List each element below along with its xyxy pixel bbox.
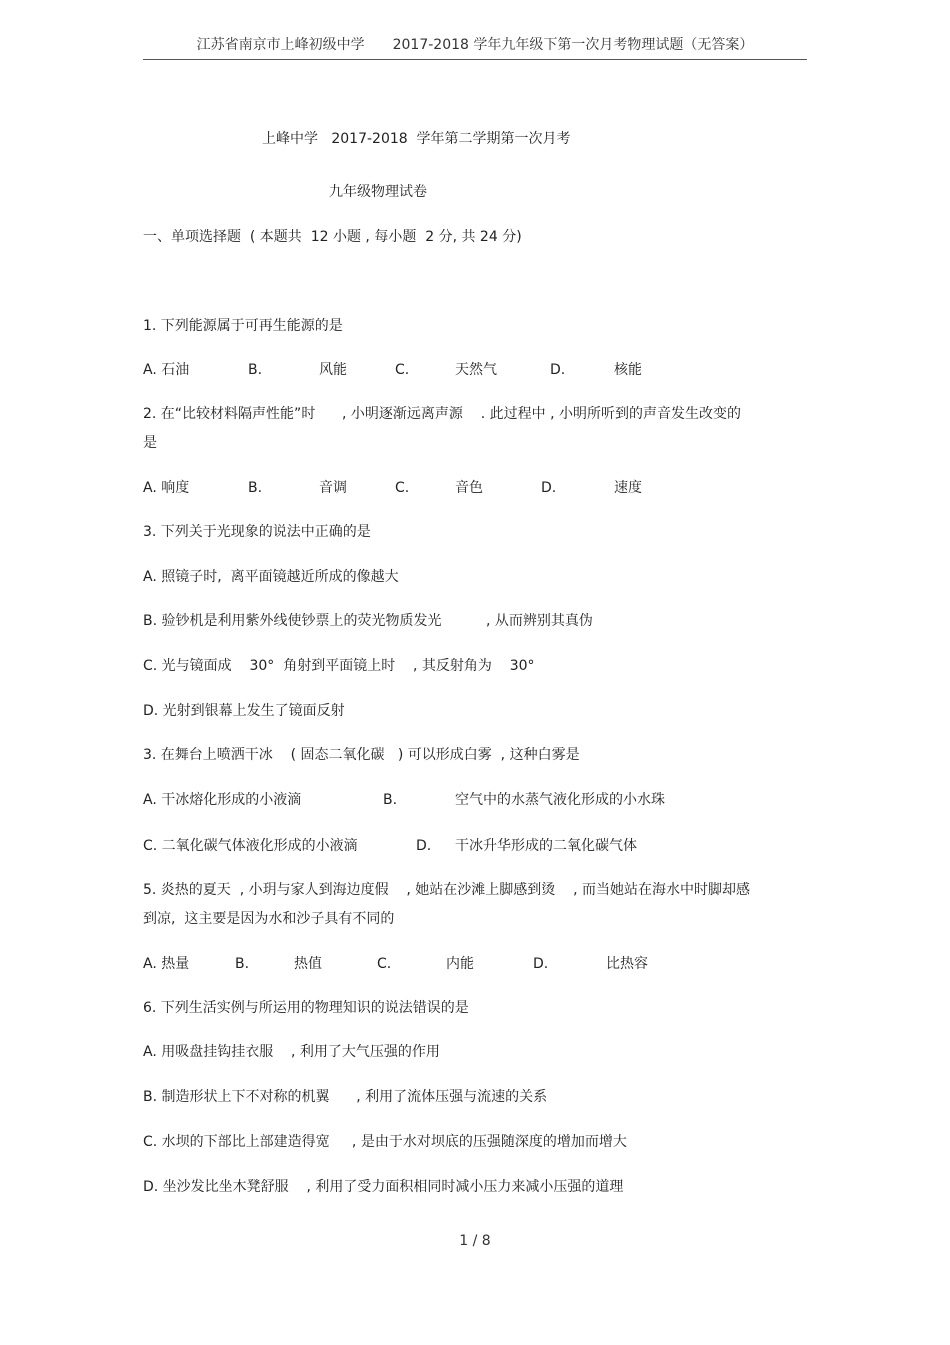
question-4-option-c: C. 二氧化碳气体液化形成的小液滴: [143, 838, 358, 854]
question-2-option-b-label: B.: [248, 480, 263, 496]
question-4-option-b: 空气中的水蒸气液化形成的小水珠: [455, 792, 665, 808]
question-1-option-b-label: B.: [248, 362, 263, 378]
question-1-option-c-label: C.: [395, 362, 410, 378]
question-5-option-d: 比热容: [606, 956, 648, 972]
page-number: 1 / 8: [459, 1233, 491, 1249]
question-6-stem: 6. 下列生活实例与所运用的物理知识的说法错误的是: [143, 1000, 469, 1016]
question-2-option-c: 音色: [455, 480, 483, 496]
header-rule: [143, 59, 807, 60]
question-5-option-a: A. 热量: [143, 956, 190, 972]
question-5-option-b-label: B.: [235, 956, 250, 972]
question-4-option-d-label: D.: [416, 838, 432, 854]
question-2-option-b: 音调: [319, 480, 347, 496]
question-2-option-d: 速度: [614, 480, 642, 496]
question-3-stem: 3. 下列关于光现象的说法中正确的是: [143, 524, 371, 540]
question-5-option-c-label: C.: [377, 956, 392, 972]
exam-title: 上峰中学 2017-2018 学年第二学期第一次月考: [262, 131, 571, 147]
question-1-option-d: 核能: [614, 362, 642, 378]
question-6-option-b: B. 制造形状上下不对称的机翼 , 利用了流体压强与流速的关系: [143, 1089, 548, 1105]
question-6-option-c: C. 水坝的下部比上部建造得宽 , 是由于水对坝底的压强随深度的增加而增大: [143, 1134, 627, 1150]
question-3-option-d: D. 光射到银幕上发生了镜面反射: [143, 703, 345, 719]
question-4-option-d: 干冰升华形成的二氧化碳气体: [455, 838, 637, 854]
question-1-option-b: 风能: [319, 362, 347, 378]
running-header: 江苏省南京市上峰初级中学 2017-2018 学年九年级下第一次月考物理试题（无答案）: [196, 37, 754, 53]
question-1-stem: 1. 下列能源属于可再生能源的是: [143, 318, 343, 334]
question-5-stem-line-2: 到凉, 这主要是因为水和沙子具有不同的: [143, 911, 395, 927]
question-2-option-c-label: C.: [395, 480, 410, 496]
question-1-option-c: 天然气: [455, 362, 497, 378]
question-1-option-d-label: D.: [550, 362, 566, 378]
question-6-option-a: A. 用吸盘挂钩挂衣服 , 利用了大气压强的作用: [143, 1044, 440, 1060]
question-4-option-a: A. 干冰熔化形成的小液滴: [143, 792, 302, 808]
question-6-option-d: D. 坐沙发比坐木凳舒服 , 利用了受力面积相同时减小压力来减小压强的道理: [143, 1179, 624, 1195]
question-2-stem-line-1: 2. 在“比较材料隔声性能”时 , 小明逐渐远离声源 . 此过程中 , 小明所听到的声音发生改变的: [143, 406, 741, 422]
question-3-option-a: A. 照镜子时, 离平面镜越近所成的像越大: [143, 569, 399, 585]
question-3-option-b: B. 验钞机是利用紫外线使钞票上的荧光物质发光 , 从而辨别其真伪: [143, 613, 593, 629]
question-1-option-a: A. 石油: [143, 362, 190, 378]
question-4-option-b-label: B.: [383, 792, 398, 808]
section-heading: 一、单项选择题 ( 本题共 12 小题 , 每小题 2 分, 共 24 分): [143, 229, 522, 245]
question-5-option-d-label: D.: [533, 956, 549, 972]
question-3-option-c: C. 光与镜面成 30° 角射到平面镜上时 , 其反射角为 30°: [143, 658, 535, 674]
question-5-option-c: 内能: [446, 956, 474, 972]
question-2-option-d-label: D.: [541, 480, 557, 496]
question-2-option-a: A. 响度: [143, 480, 190, 496]
question-5-stem-line-1: 5. 炎热的夏天 , 小玥与家人到海边度假 , 她站在沙滩上脚感到烫 , 而当她站在海水中时脚却感: [143, 882, 751, 898]
exam-subtitle: 九年级物理试卷: [329, 184, 427, 200]
question-4-stem: 3. 在舞台上喷洒干冰 ( 固态二氧化碳 ) 可以形成白雾 , 这种白雾是: [143, 747, 580, 763]
question-5-option-b: 热值: [294, 956, 322, 972]
question-2-stem-line-2: 是: [143, 435, 157, 451]
